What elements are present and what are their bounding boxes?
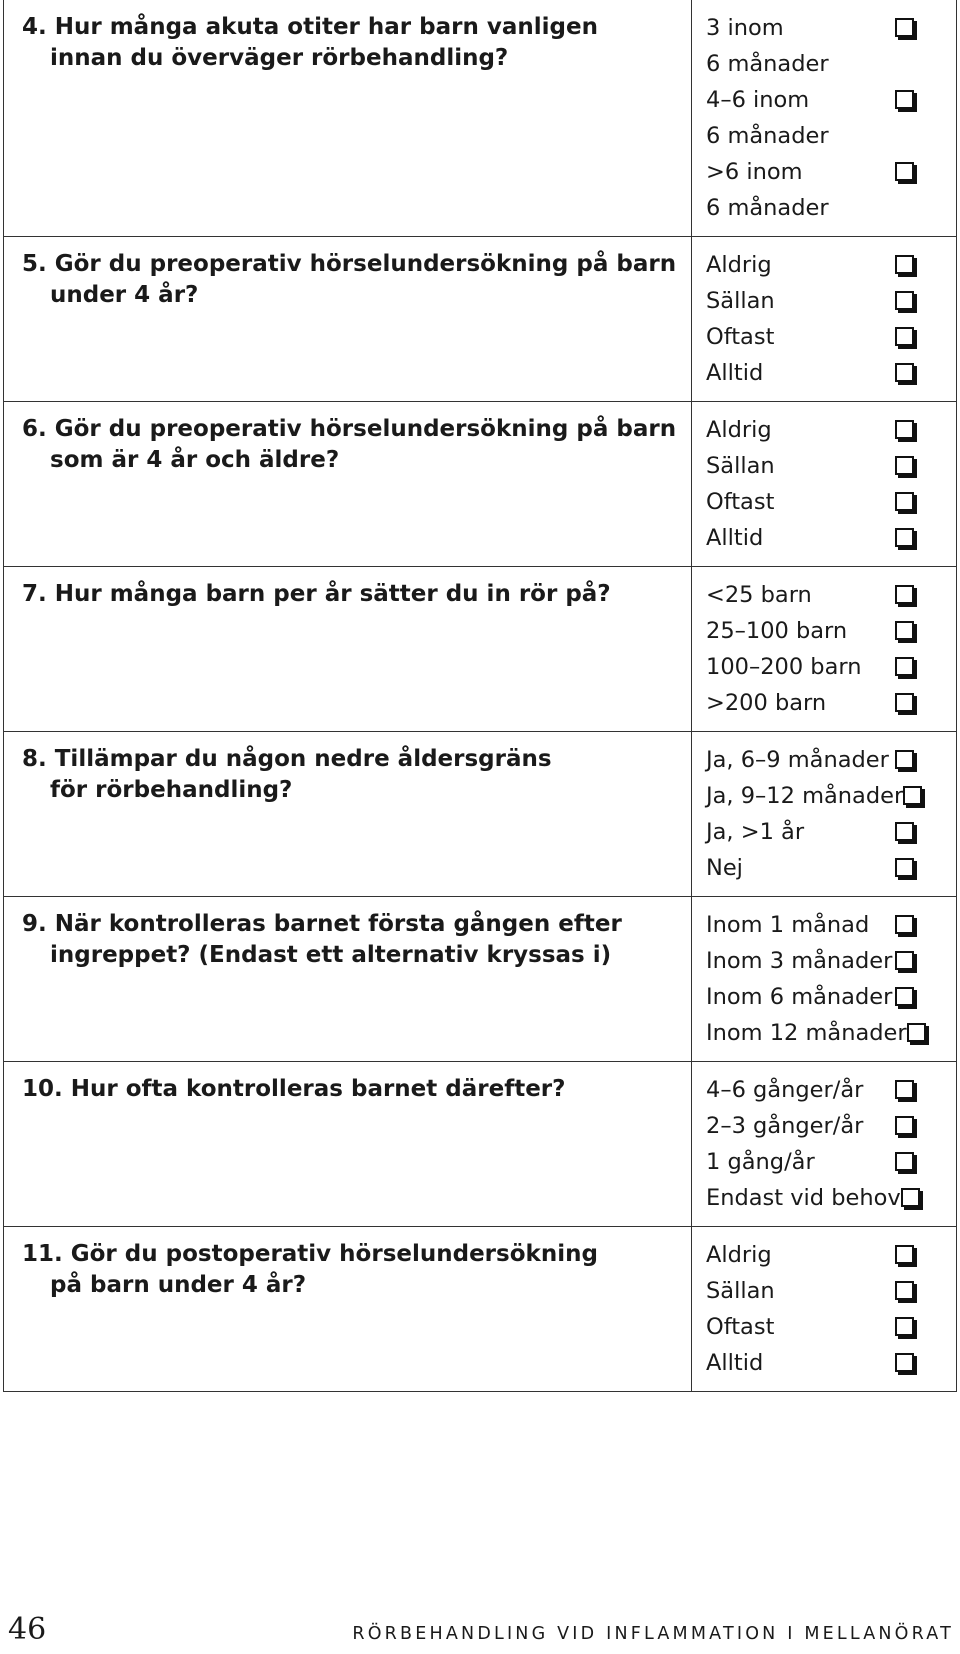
answer-option-label: Oftast (706, 324, 775, 350)
answer-option-label: 6 månader (706, 51, 829, 77)
question-row (4, 567, 957, 732)
answer-options-cell (692, 567, 957, 732)
answer-option-label: Inom 3 månader (706, 948, 893, 974)
question-cell (4, 0, 692, 237)
answer-option-label: 4–6 inom (706, 87, 810, 113)
answer-option (692, 520, 956, 556)
checkbox-icon[interactable] (907, 1023, 926, 1042)
answer-option (692, 1108, 956, 1144)
checkbox-icon[interactable] (895, 621, 914, 640)
answer-option (692, 814, 956, 850)
answer-option-label: Aldrig (706, 1242, 772, 1268)
checkbox-icon[interactable] (895, 18, 914, 37)
answer-options-cell (692, 1227, 957, 1392)
answer-option (692, 448, 956, 484)
answer-option-label: Alltid (706, 1350, 764, 1376)
checkbox-icon[interactable] (895, 1116, 914, 1135)
answer-option-label: Inom 1 månad (706, 912, 870, 938)
answer-option (692, 154, 956, 190)
answer-option (692, 979, 956, 1015)
answer-option-label: Sällan (706, 1278, 775, 1304)
question-cell (4, 732, 692, 897)
checkbox-icon[interactable] (895, 363, 914, 382)
answer-option (692, 742, 956, 778)
answer-option-label: 6 månader (706, 123, 829, 149)
answer-option-label: Nej (706, 855, 743, 881)
question-cell (4, 897, 692, 1062)
answer-option (692, 907, 956, 943)
checkbox-icon[interactable] (895, 987, 914, 1006)
answer-option (692, 1144, 956, 1180)
question-cell (4, 567, 692, 732)
question-text: 11. Gör du postoperativ hörselundersökning på barn under 4 år? (22, 1241, 598, 1298)
answer-options-cell (692, 402, 957, 567)
checkbox-icon[interactable] (895, 492, 914, 511)
question-row (4, 237, 957, 402)
answer-option-label: <25 barn (706, 582, 812, 608)
checkbox-icon[interactable] (895, 1281, 914, 1300)
question-row (4, 732, 957, 897)
answer-option (692, 1309, 956, 1345)
checkbox-icon[interactable] (895, 420, 914, 439)
answer-option (692, 1345, 956, 1381)
checkbox-icon[interactable] (895, 1152, 914, 1171)
checkbox-icon[interactable] (895, 327, 914, 346)
answer-option (692, 943, 956, 979)
answer-option (692, 1015, 956, 1051)
answer-options-cell (692, 732, 957, 897)
checkbox-icon[interactable] (895, 750, 914, 769)
answer-options-cell (692, 1062, 957, 1227)
questionnaire-table (3, 0, 957, 1392)
answer-option-label: Alltid (706, 525, 764, 551)
answer-option-label: Alltid (706, 360, 764, 386)
answer-option-label: 25–100 barn (706, 618, 848, 644)
answer-options-cell (692, 897, 957, 1062)
checkbox-icon[interactable] (895, 528, 914, 547)
checkbox-icon[interactable] (895, 456, 914, 475)
question-text: 10. Hur ofta kontrolleras barnet därefter? (22, 1076, 566, 1102)
answer-option (692, 685, 956, 721)
answer-option (692, 46, 956, 82)
checkbox-icon[interactable] (895, 585, 914, 604)
answer-option (692, 190, 956, 226)
answer-option-label: 4–6 gånger/år (706, 1077, 864, 1103)
page-number: 46 (8, 1612, 47, 1647)
answer-option (692, 778, 956, 814)
checkbox-icon[interactable] (895, 162, 914, 181)
question-cell (4, 1062, 692, 1227)
answer-option (692, 118, 956, 154)
answer-option (692, 283, 956, 319)
answer-option-label: 3 inom (706, 15, 784, 41)
answer-option (692, 1273, 956, 1309)
answer-option-label: Aldrig (706, 417, 772, 443)
answer-option-label: >200 barn (706, 690, 827, 716)
question-text: 6. Gör du preoperativ hörselundersökning på barn som är 4 år och äldre? (22, 416, 677, 473)
question-text: 4. Hur många akuta otiter har barn vanligen innan du överväger rörbehandling? (22, 14, 598, 71)
checkbox-icon[interactable] (895, 951, 914, 970)
question-row (4, 1062, 957, 1227)
answer-option (692, 319, 956, 355)
checkbox-icon[interactable] (895, 915, 914, 934)
question-row (4, 402, 957, 567)
running-title: RÖRBEHANDLING VID INFLAMMATION I MELLANÖRAT (352, 1624, 954, 1644)
checkbox-icon[interactable] (895, 90, 914, 109)
answer-option (692, 10, 956, 46)
answer-option-label: Sällan (706, 453, 775, 479)
answer-option (692, 649, 956, 685)
question-cell (4, 402, 692, 567)
answer-option (692, 412, 956, 448)
answer-option-label: Aldrig (706, 252, 772, 278)
answer-option-label: 2–3 gånger/år (706, 1113, 864, 1139)
question-row (4, 0, 957, 237)
answer-options-cell (692, 237, 957, 402)
answer-option (692, 355, 956, 391)
answer-option-label: Inom 12 månader (706, 1020, 907, 1046)
checkbox-icon[interactable] (895, 1080, 914, 1099)
answer-option-label: Inom 6 månader (706, 984, 893, 1010)
answer-option-label: 1 gång/år (706, 1149, 815, 1175)
question-text: 5. Gör du preoperativ hörselundersökning på barn under 4 år? (22, 251, 677, 308)
checkbox-icon[interactable] (895, 1245, 914, 1264)
answer-option-label: Ja, >1 år (706, 819, 805, 845)
question-text: 9. När kontrolleras barnet första gången efter ingreppet? (Endast ett alternativ kryssas i) (22, 911, 622, 968)
answer-option-label: >6 inom (706, 159, 803, 185)
answer-option (692, 247, 956, 283)
answer-option-label: 100–200 barn (706, 654, 862, 680)
question-cell (4, 1227, 692, 1392)
answer-options-cell (692, 0, 957, 237)
answer-option (692, 577, 956, 613)
answer-option-label: Ja, 6–9 månader (706, 747, 889, 773)
question-row (4, 1227, 957, 1392)
answer-option-label: Oftast (706, 489, 775, 515)
answer-option (692, 1180, 956, 1216)
answer-option (692, 82, 956, 118)
answer-option-label: Oftast (706, 1314, 775, 1340)
question-row (4, 897, 957, 1062)
answer-option-label: Endast vid behov (706, 1185, 901, 1211)
questionnaire-body (4, 0, 957, 1392)
page-footer (0, 1612, 960, 1652)
answer-option (692, 1237, 956, 1273)
checkbox-icon[interactable] (895, 255, 914, 274)
answer-option-label: Ja, 9–12 månader (706, 783, 904, 809)
checkbox-icon[interactable] (895, 693, 914, 712)
answer-option (692, 613, 956, 649)
answer-option (692, 1072, 956, 1108)
question-text: 8. Tillämpar du någon nedre åldersgräns för rörbehandling? (22, 746, 552, 803)
checkbox-icon[interactable] (895, 1317, 914, 1336)
answer-option-label: 6 månader (706, 195, 829, 221)
question-text: 7. Hur många barn per år sätter du in rör på? (22, 581, 611, 607)
checkbox-icon[interactable] (895, 858, 914, 877)
checkbox-icon[interactable] (895, 657, 914, 676)
checkbox-icon[interactable] (895, 1353, 914, 1372)
checkbox-icon[interactable] (895, 291, 914, 310)
checkbox-icon[interactable] (903, 786, 922, 805)
answer-option-label: Sällan (706, 288, 775, 314)
checkbox-icon[interactable] (901, 1188, 920, 1207)
checkbox-icon[interactable] (895, 822, 914, 841)
question-cell (4, 237, 692, 402)
answer-option (692, 850, 956, 886)
answer-option (692, 484, 956, 520)
